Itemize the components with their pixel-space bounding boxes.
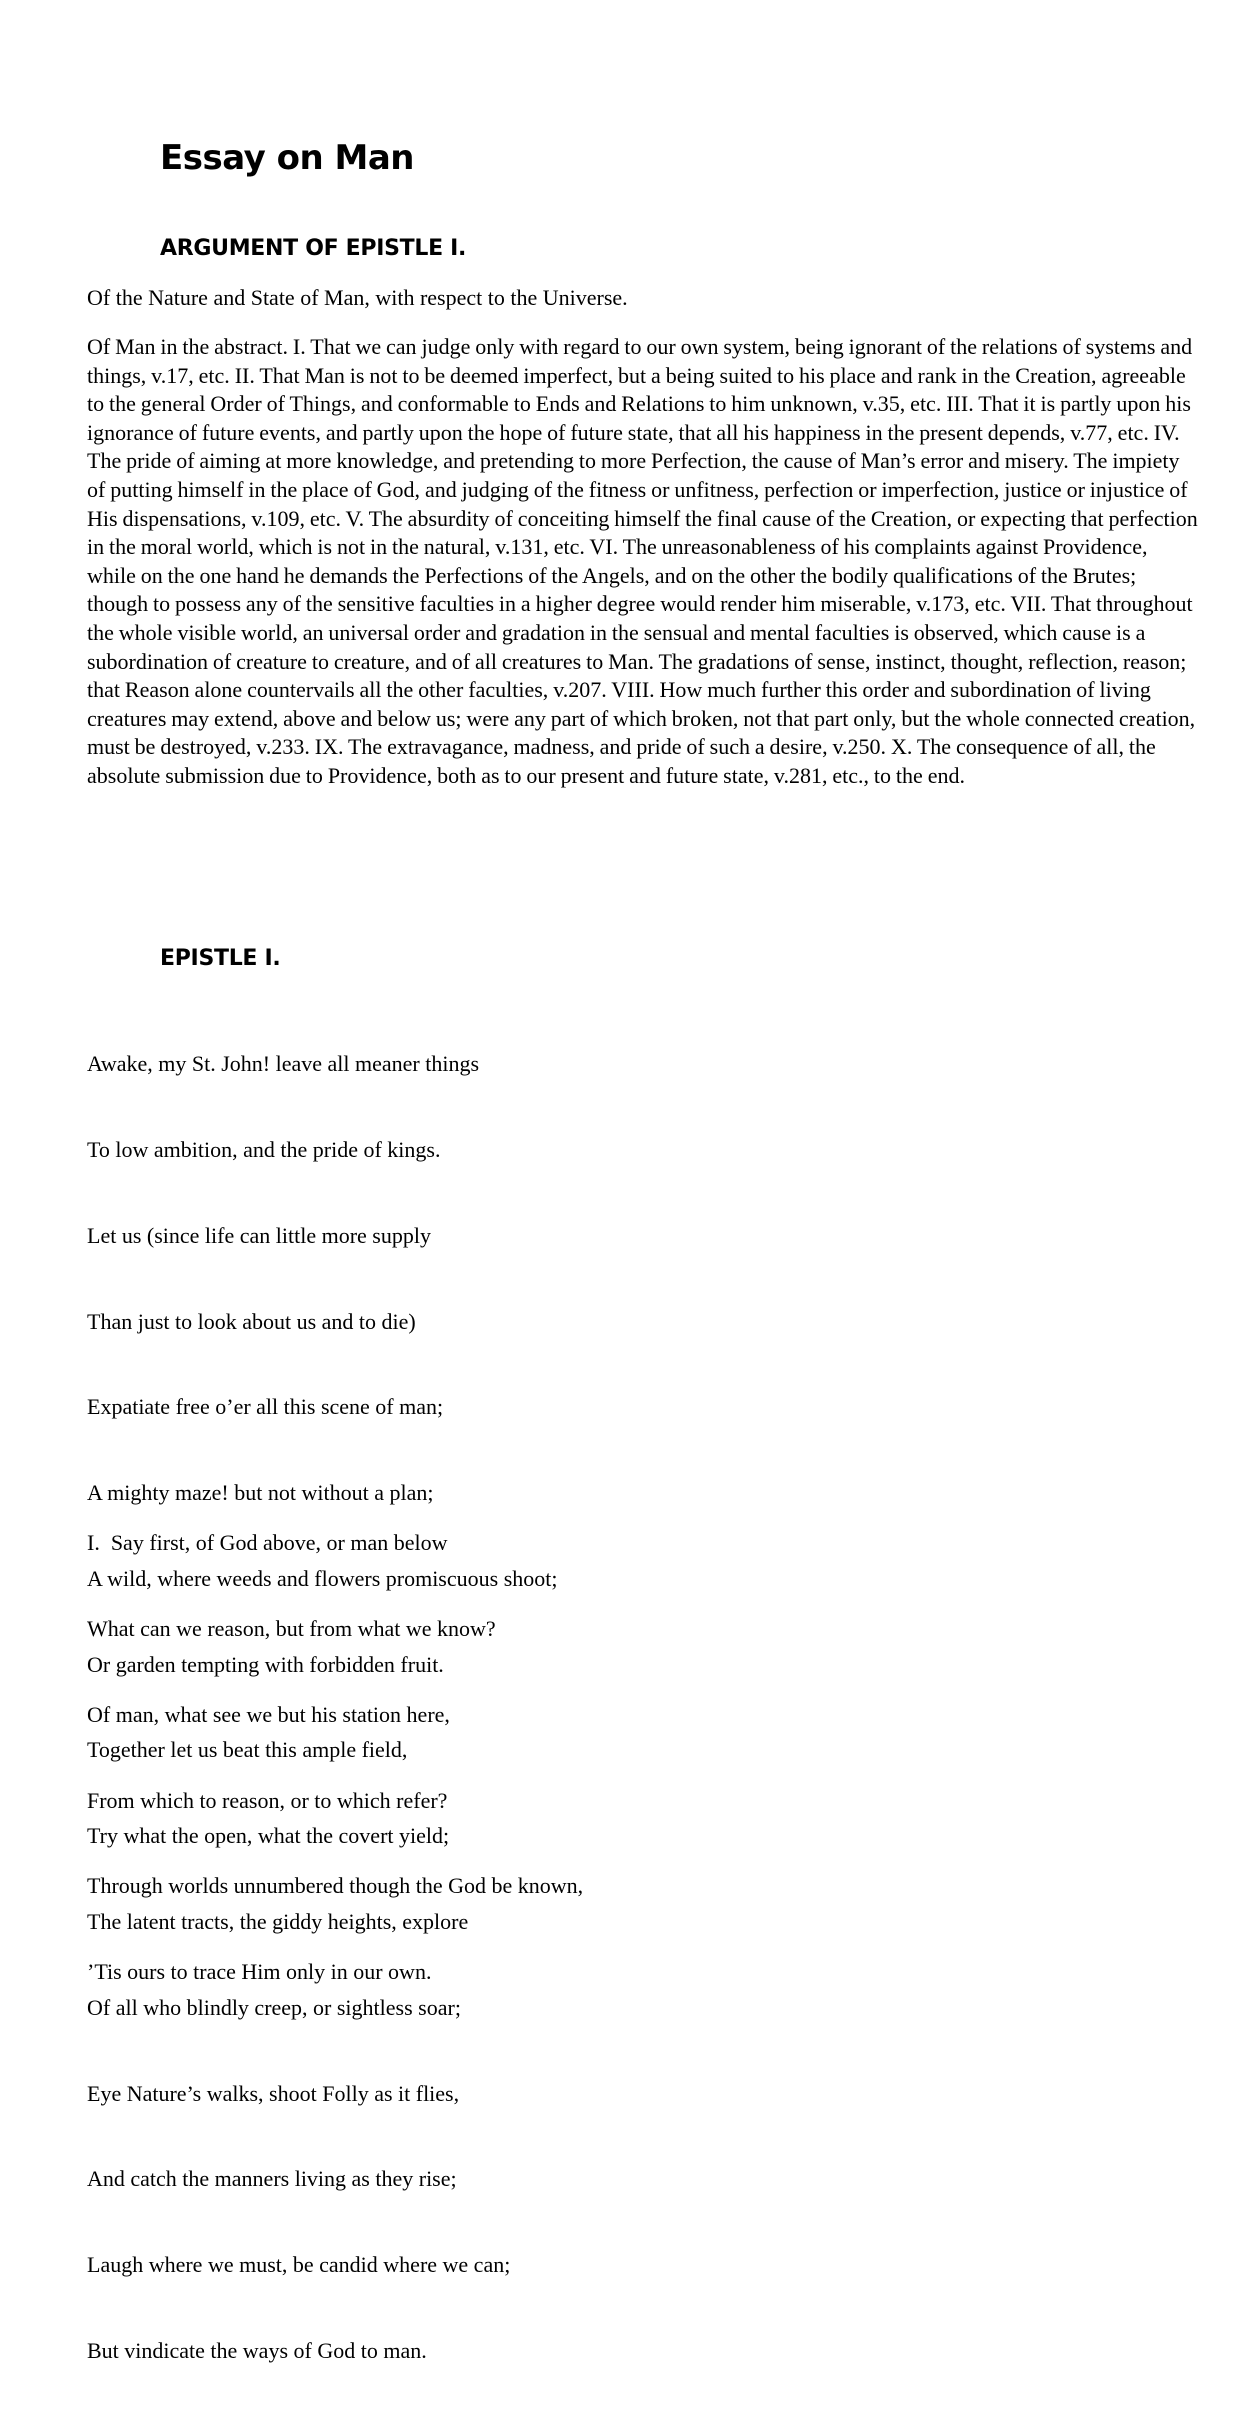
document-title: Essay on Man [160,138,414,178]
verse-line: But vindicate the ways of God to man. [87,2337,427,2363]
argument-heading: ARGUMENT OF EPISTLE I. [160,236,467,261]
verse-line: Eye Nature’s walks, shoot Folly as it flies, [87,2080,460,2106]
verse-line: Try what the open, what the covert yield; [87,1823,450,1849]
verse-line: Than just to look about us and to die) [87,1308,416,1334]
verse-line: A mighty maze! but not without a plan; [87,1480,434,1506]
stanza-two [87,1472,583,2044]
argument-subtitle: Of the Nature and State of Man, with respect to the Universe. [87,285,628,310]
argument-paragraph: Of Man in the abstract. I. That we can judge only with regard to our own system, being ignorant of the relations of systems and things, v.17, etc. II. That Man is not to be deemed imperfect, but a being suited to his place and rank in the Creation, agreeable to the general Order of Things, and conformable to Ends and Relations to him unknown, v.35, etc. III. That it is partly upon his ignorance of future events, and partly upon the hope of future state, that all his happiness in the present depends, v.77, etc. IV. The pride of aiming at more knowledge, and pretending to more Perfection, the cause of Man’s error and misery. The impiety of putting himself in the place of God, and judging of the fitness or unfitness, perfection or imperfection, justice or injustice of His dispensations, v.109, etc. V. The absurdity of conceiting himself the final cause of the Creation, or expecting that perfection in the moral world, which is not in the natural, v.131, etc. VI. The unreasonableness of his complaints against Providence, while on the one hand he demands the Perfections of the Angels, and on the other the bodily qualifications of the Brutes; though to possess any of the sensitive faculties in a higher degree would render him miserable, v.173, etc. VII. That throughout the whole visible world, an universal order and gradation in the sensual and mental faculties is observed, which cause is a subordination of creature to creature, and of all creatures to Man. The gradations of sense, instinct, thought, reflection, reason; that Reason alone countervails all the other faculties, v.207. VIII. How much further this order and subordination of living creatures may extend, above and below us; were any part of which broken, not that part only, but the whole connected creation, must be destroyed, v.233. IX. The extravagance, madness, and pride of such a desire, v.250. X. The consequence of all, the absolute submission due to Providence, both as to our present and future state, v.281, etc., to the end. [87,334,1198,788]
epistle-heading: EPISTLE I. [160,946,281,971]
verse-line: Through worlds unnumbered though the God be known, [87,1873,584,1899]
verse-line: Together let us beat this ample field, [87,1737,408,1763]
verse-line: Let us (since life can little more supply [87,1222,431,1248]
verse-line: Laugh where we must, be candid where we can; [87,2252,511,2278]
verse-line: What can we reason, but from what we know? [87,1615,496,1641]
verse-line: From which to reason, or to which refer? [87,1787,448,1813]
verse-line: I. Say first, of God above, or man below [87,1530,448,1556]
verse-line: Awake, my St. John! leave all meaner things [87,1051,480,1077]
verse-line: The latent tracts, the giddy heights, explore [87,1909,469,1934]
verse-line: Or garden tempting with forbidden fruit. [87,1651,444,1677]
verse-line: Of man, what see we but his station here, [87,1701,450,1727]
verse-line: And catch the manners living as they rise; [87,2166,457,2192]
verse-line: To low ambition, and the pride of kings. [87,1136,441,1162]
verse-line: Expatiate free o’er all this scene of man; [87,1394,444,1420]
verse-line: Of all who blindly creep, or sightless soar; [87,1994,461,2020]
verse-line: ’Tis ours to trace Him only in our own. [87,1959,432,1985]
verse-line: A wild, where weeds and flowers promiscuous shoot; [87,1565,558,1591]
